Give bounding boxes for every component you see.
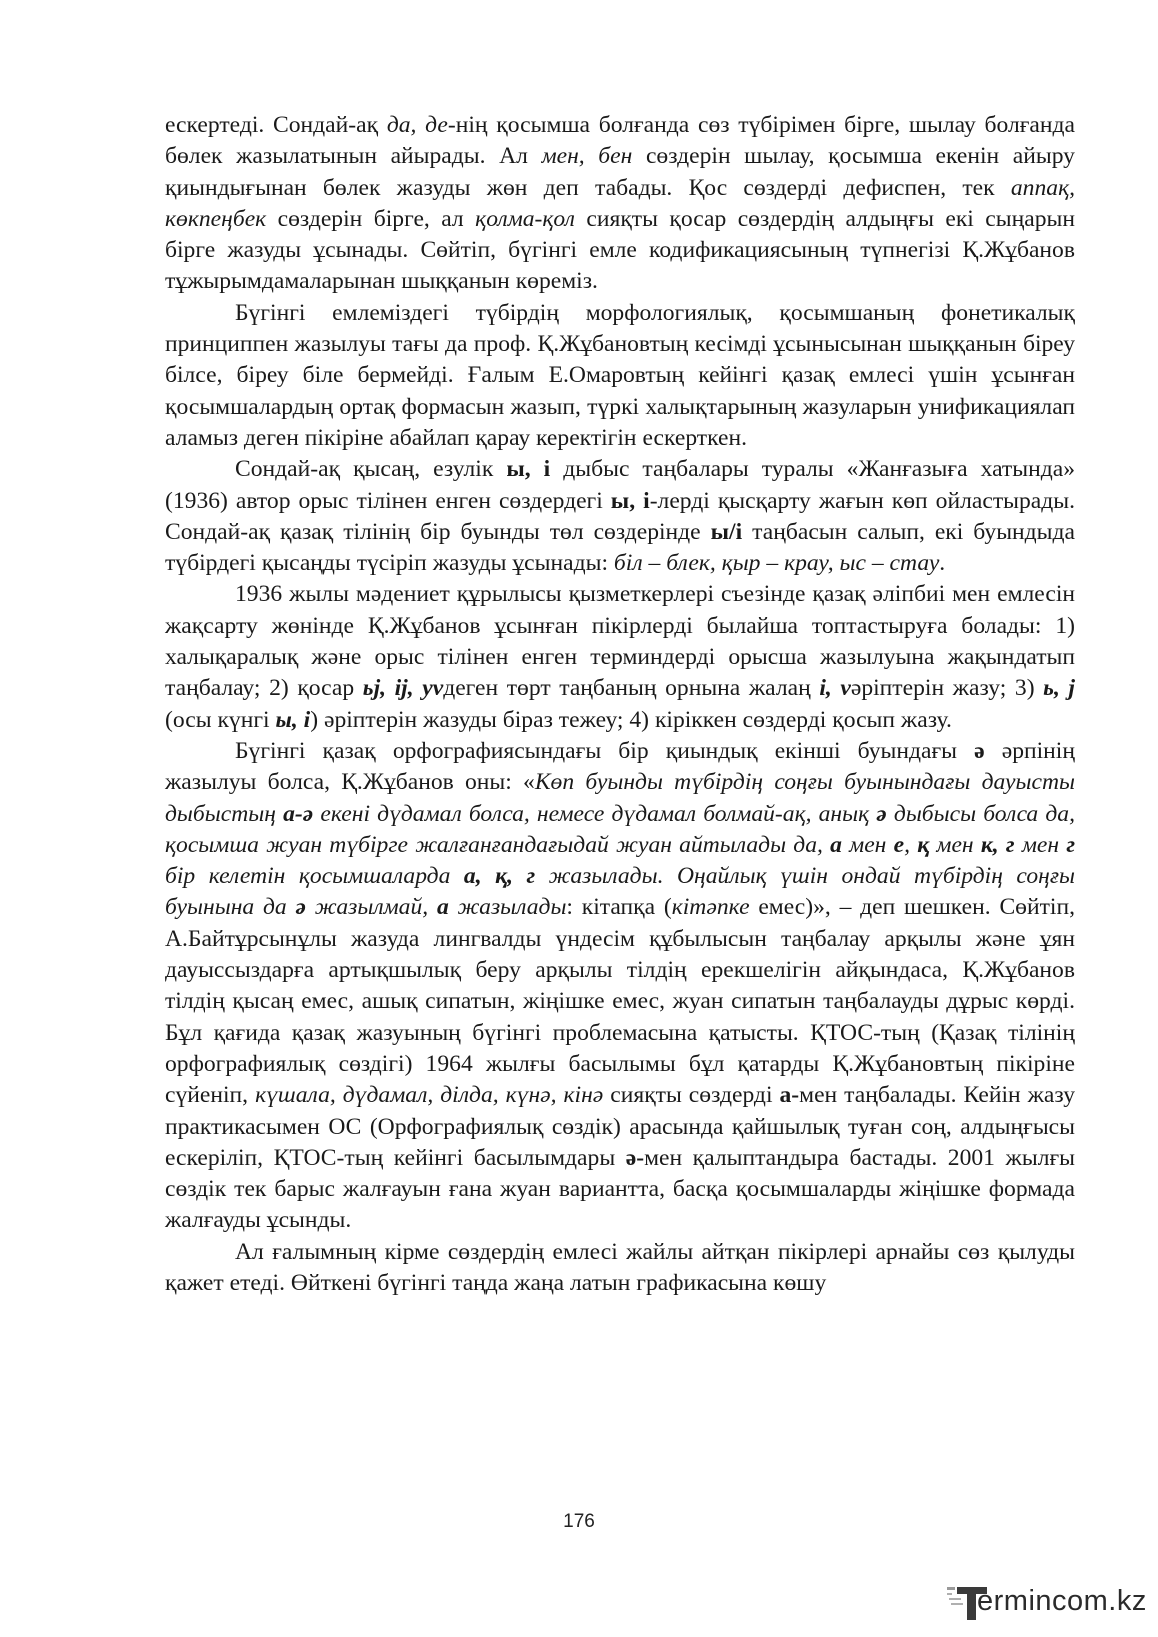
paragraph — [165, 110, 1075, 298]
text-run: мен, бен — [541, 143, 633, 170]
text-run: әріптерін жазу; 3) — [850, 675, 1044, 702]
text-run: . — [939, 550, 946, 577]
text-run: Көп буынды түбірдің соңғы буынындағы дауысты дыбыстың — [165, 769, 1075, 827]
text-run: а — [436, 894, 449, 921]
text-run: қолма-қол — [475, 205, 575, 232]
text-run: таңбасын салып, екі буындыда түбірдегі қысаңды түсіріп жазуды ұсынады: — [165, 518, 1075, 577]
text-run: 1936 жылы мәдениет құрылысы қызметкерлері съезінде қазақ әліпбиі мен емлесін жақсарту жөнінде Қ.Жұбанов ұсынған пікірлерді былайша топтастыруға болады: 1) халықаралық және орыс тілінен енген терминдерді орысша жазылуына жақындатып таңбалау; 2) қосар — [165, 581, 1075, 702]
text-run: -лерді қысқарту жағын көп ойластырады. Сондай-ақ қазақ тілінің бір буынды төл сөздерінде — [165, 487, 1076, 545]
text-run: да, де — [386, 112, 448, 138]
text-run: Ал ғалымның кірме сөздердің емлесі жайлы айтқан пікірлері арнайы сөз қылуды қажет етеді. Өйткені бүгінгі таңда жаңа латын графикасына көшу — [165, 1238, 1075, 1296]
text-run: ә — [876, 800, 887, 827]
text-run: мен қалыптандыра бастады. 2001 жылғы сөздік тек барыс жалғауын ғана жуан вариантта, басқа қосымшаларды жіңішке формада жалғауды ұсынды. — [165, 1144, 1075, 1234]
text-run: ь, j — [1043, 675, 1075, 702]
text-run: біл – блек, қыр – крау, ыс – стау — [613, 550, 940, 577]
text-run: деген төрт таңбаның орнына жалаң — [443, 675, 820, 702]
text-run: ы, і — [610, 487, 650, 514]
text-run: әрпінің жазылуы болса, Қ.Жұбанов оны: « — [165, 737, 1075, 796]
text-run: а- — [779, 1082, 800, 1109]
text-run: к, — [980, 831, 999, 858]
document-body — [165, 110, 1075, 1299]
watermark — [945, 1583, 1145, 1623]
text-run: жазылады. Оңайлық үшін ондай түбірдің соңғы буынына да — [165, 863, 1076, 921]
paragraph — [165, 736, 1075, 1237]
text-run: а, қ, г — [463, 863, 536, 890]
text-run — [999, 832, 1006, 858]
text-run: ы, і — [275, 706, 311, 733]
text-run: ) әріптерін жазуды біраз тежеу; 4) кіріккен сөздерді қосып жазу. — [310, 706, 952, 733]
text-run: ә — [974, 737, 985, 764]
text-run: ескертеді. Сондай-ақ — [165, 112, 387, 138]
watermark-text: ermincom.kz — [977, 1585, 1147, 1617]
text-run: -нің қосымша болғанда сөз түбірімен бірге, шылау болғанда бөлек жазылатынын айырады. Ал — [165, 112, 1075, 170]
paragraph — [165, 298, 1075, 454]
text-run: сияқты сөздерді — [603, 1082, 780, 1109]
text-run: сөздерін бірге, ал — [266, 205, 476, 232]
text-run: жазылмай, — [305, 894, 437, 921]
text-run: i, v — [819, 675, 851, 702]
text-run: а-ә — [283, 800, 314, 827]
text-run: дыбысы болса да, қосымша жуан түбірге жалғанғандағыдай жуан айтылады да, — [165, 800, 1075, 858]
text-run: (осы күнгі — [165, 706, 276, 733]
text-run: Бүгінгі қазақ орфографиясындағы бір қиындық екінші буындағы — [235, 737, 975, 764]
text-run: мен — [841, 831, 894, 858]
text-run: а — [830, 831, 842, 858]
text-run: қ — [917, 831, 930, 858]
text-run: дыбыс таңбалары туралы «Жанғазыға хатында» (1936) автор орыс тілінен енген сөздердегі — [165, 456, 1075, 514]
text-run: аппақ, көкпеңбек — [165, 174, 1075, 232]
text-run: сөздерін шылау, қосымша екенін айыру қиындығынан бөлек жазуды жөн деп табады. Қос сөздерді дефиспен, тек — [165, 143, 1075, 201]
text-run: Сондай-ақ қысаң, езулік — [235, 456, 507, 483]
text-run: ы, і — [506, 456, 551, 483]
text-run: г — [1066, 831, 1076, 858]
paragraph — [165, 454, 1075, 579]
text-run: г — [1005, 831, 1015, 858]
text-run: күшала, дүдамал, ділда, күнә, кінә — [255, 1082, 604, 1109]
text-run: мен таңбалады. Кейін жазу практикасымен ОС (Орфографиялық сөздік) арасында қайшылық туған соң, алдыңғысы ескеріліп, ҚТОС-тың кейінгі басылымдары — [165, 1082, 1075, 1171]
text-run: е — [893, 831, 905, 858]
text-run: , — [904, 831, 918, 858]
text-run: Бүгінгі емлеміздегі түбірдің морфологиялық, қосымшаның фонетикалық принциппен жазылуы тағы да проф. Қ.Жұбановтың кесімді ұсынысынан шыққанын біреу білсе, біреу біле бермейді. Ғалым Е.Омаровтың кейінгі қазақ емлесі үшін ұсынған қосымшалардың ортақ формасын жазып, түркі халықтарының жазуларын унификациялап аламыз деген пікіріне абайлап қарау керектігін ескерткен. — [165, 299, 1075, 451]
text-run: ә- — [625, 1144, 645, 1171]
text-run: бір келетін қосымшаларда — [165, 863, 464, 890]
paragraph — [165, 1237, 1075, 1300]
text-run: ә — [295, 894, 306, 921]
text-run: сияқты қосар сөздердің алдыңғы екі сыңарын бірге жазуды ұсынады. Сөйтіп, бүгінгі емле кодификациясының түпнегізі Қ.Жұбанов тұжырымдамаларынан шыққанын көреміз. — [165, 205, 1075, 295]
text-run: кітәпке — [671, 894, 750, 921]
text-run: мен — [1014, 831, 1067, 858]
text-run: мен — [929, 831, 981, 858]
page-number: 176 — [563, 1511, 595, 1532]
text-run: екені дүдамал болса, немесе дүдамал болмай-ақ, анық — [313, 800, 877, 827]
text-run: жазылады — [448, 894, 567, 921]
text-run: : кітапқа ( — [566, 894, 672, 921]
text-run: емес)», – деп шешкен. Сөйтіп, А.Байтұрсынұлы жазуда лингвалды үндесім құбылысын таңбалау арқылы және ұян дауыссыздарға артықшылық беру арқылы тілдің ерекшелігін айқындаса, Қ.Жұбанов тілдің қысаң емес, ашық сипатын, жіңішке емес, жуан сипатын таңбалауды дұрыс көрді. Бұл қағида қазақ жазуының бүгінгі проблемасына қатысты. ҚТОС-тың (Қазақ тілінің орфографиялық сөздігі) 1964 жылғы басылымы бұл қатарды Қ.Жұбановтың пікіріне сүйеніп, — [165, 894, 1075, 1109]
text-run: ьj, ij, yv — [362, 675, 444, 702]
text-run: ы/і — [710, 518, 743, 545]
paragraph — [165, 579, 1075, 735]
